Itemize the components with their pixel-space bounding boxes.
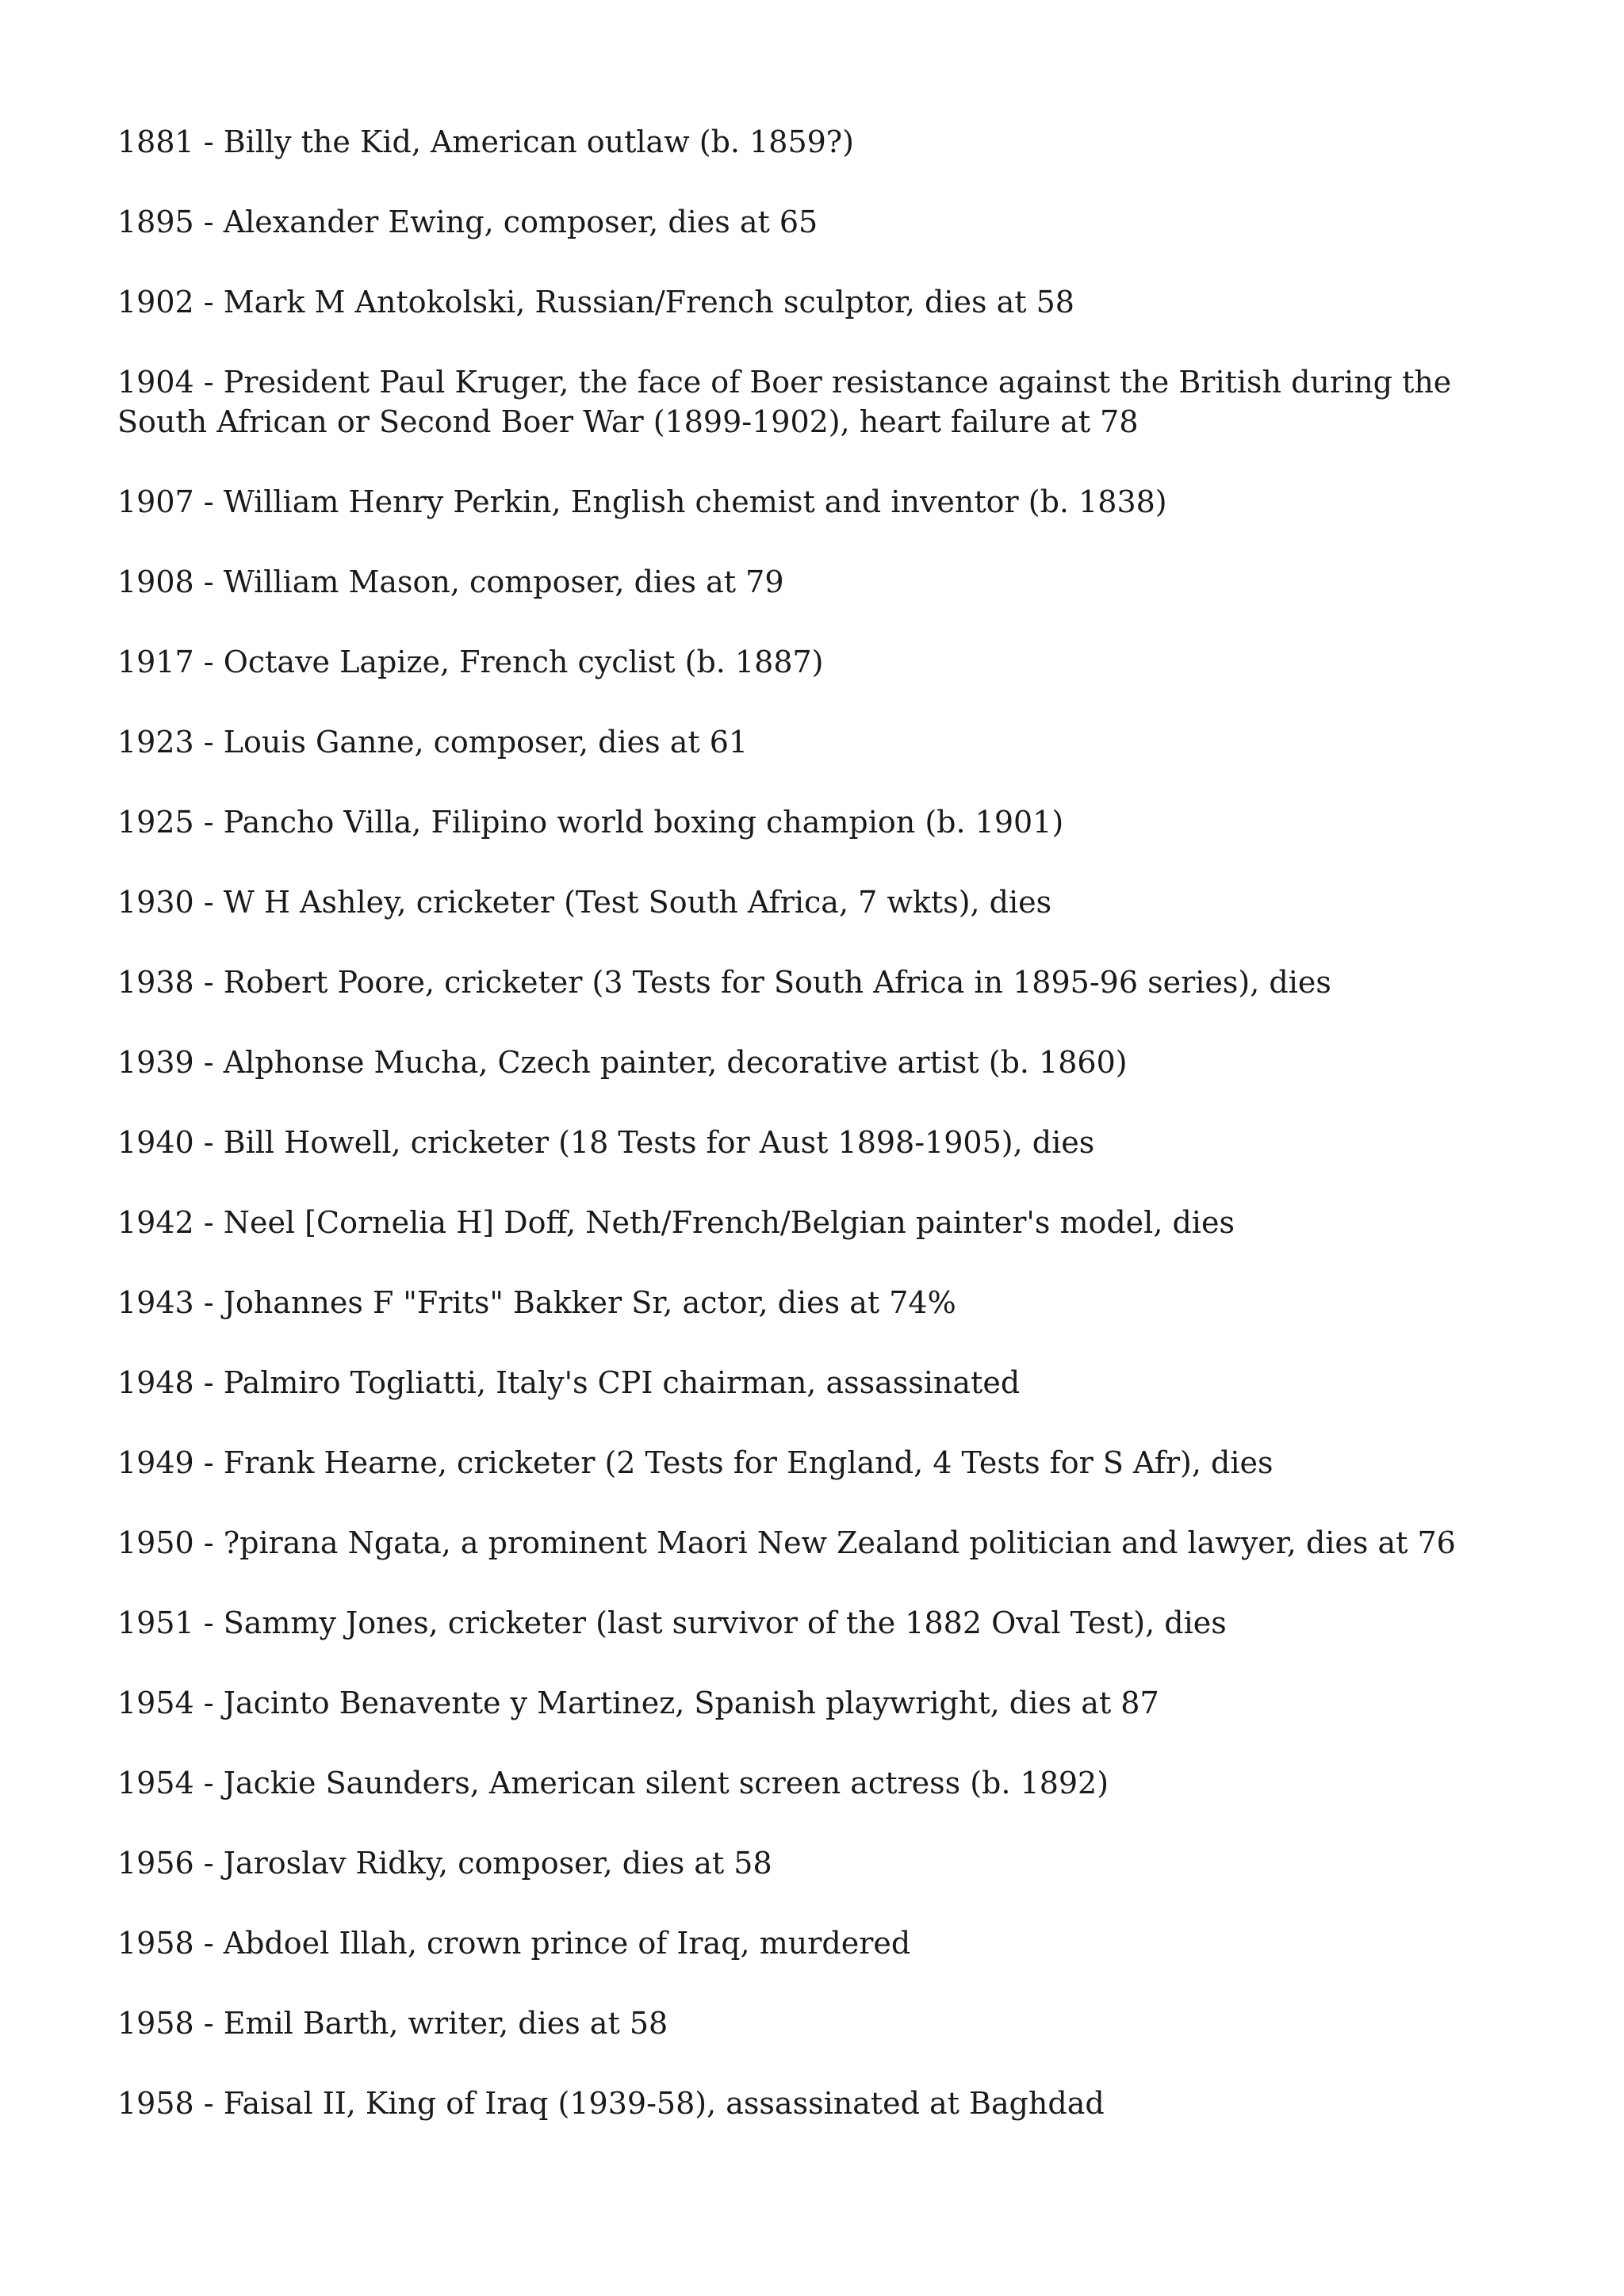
list-item: 1954 - Jackie Saunders, American silent screen actress (b. 1892) <box>117 1766 1109 1800</box>
list-item: 1948 - Palmiro Togliatti, Italy's CPI chairman, assassinated <box>117 1365 1021 1400</box>
list-item: 1949 - Frank Hearne, cricketer (2 Tests for England, 4 Tests for S Afr), dies <box>117 1445 1274 1480</box>
list-item: 1958 - Faisal II, King of Iraq (1939-58), assassinated at Baghdad <box>117 2086 1105 2121</box>
list-item: 1951 - Sammy Jones, cricketer (last survivor of the 1882 Oval Test), dies <box>117 1605 1227 1640</box>
list-item: 1917 - Octave Lapize, French cyclist (b. 1887) <box>117 645 824 679</box>
list-item: 1925 - Pancho Villa, Filipino world boxing champion (b. 1901) <box>117 805 1064 840</box>
list-item: 1940 - Bill Howell, cricketer (18 Tests for Aust 1898-1905), dies <box>117 1125 1095 1160</box>
list-item: 1908 - William Mason, composer, dies at 79 <box>117 564 784 599</box>
list-item: 1923 - Louis Ganne, composer, dies at 61 <box>117 725 749 760</box>
list-item: 1954 - Jacinto Benavente y Martinez, Spanish playwright, dies at 87 <box>117 1686 1159 1720</box>
list-item: 1956 - Jaroslav Ridky, composer, dies at 58 <box>117 1846 772 1881</box>
list-item: 1943 - Johannes F "Frits" Bakker Sr, actor, dies at 74% <box>117 1285 956 1320</box>
list-item: 1939 - Alphonse Mucha, Czech painter, decorative artist (b. 1860) <box>117 1045 1128 1080</box>
list-item: 1958 - Emil Barth, writer, dies at 58 <box>117 2006 668 2041</box>
list-item: 1958 - Abdoel Illah, crown prince of Iraq, murdered <box>117 1926 911 1961</box>
list-item: 1950 - ?pirana Ngata, a prominent Maori New Zealand politician and lawyer, dies at 76 <box>117 1525 1456 1560</box>
list-item: 1938 - Robert Poore, cricketer (3 Tests for South Africa in 1895-96 series), dies <box>117 965 1331 1000</box>
list-item: 1881 - Billy the Kid, American outlaw (b. 1859?) <box>117 124 854 159</box>
list-item: 1904 - President Paul Kruger, the face of Boer resistance against the British during the South African or Second Boer War (1899-1902), heart failure at 78 <box>117 365 1452 439</box>
list-item: 1902 - Mark M Antokolski, Russian/French sculptor, dies at 58 <box>117 285 1074 320</box>
list-item: 1942 - Neel [Cornelia H] Doff, Neth/French/Belgian painter's model, dies <box>117 1205 1235 1240</box>
list-item: 1907 - William Henry Perkin, English chemist and inventor (b. 1838) <box>117 484 1167 519</box>
list-item: 1930 - W H Ashley, cricketer (Test South Africa, 7 wkts), dies <box>117 885 1052 920</box>
death-list <box>117 122 1529 2164</box>
list-item: 1895 - Alexander Ewing, composer, dies at 65 <box>117 205 818 239</box>
